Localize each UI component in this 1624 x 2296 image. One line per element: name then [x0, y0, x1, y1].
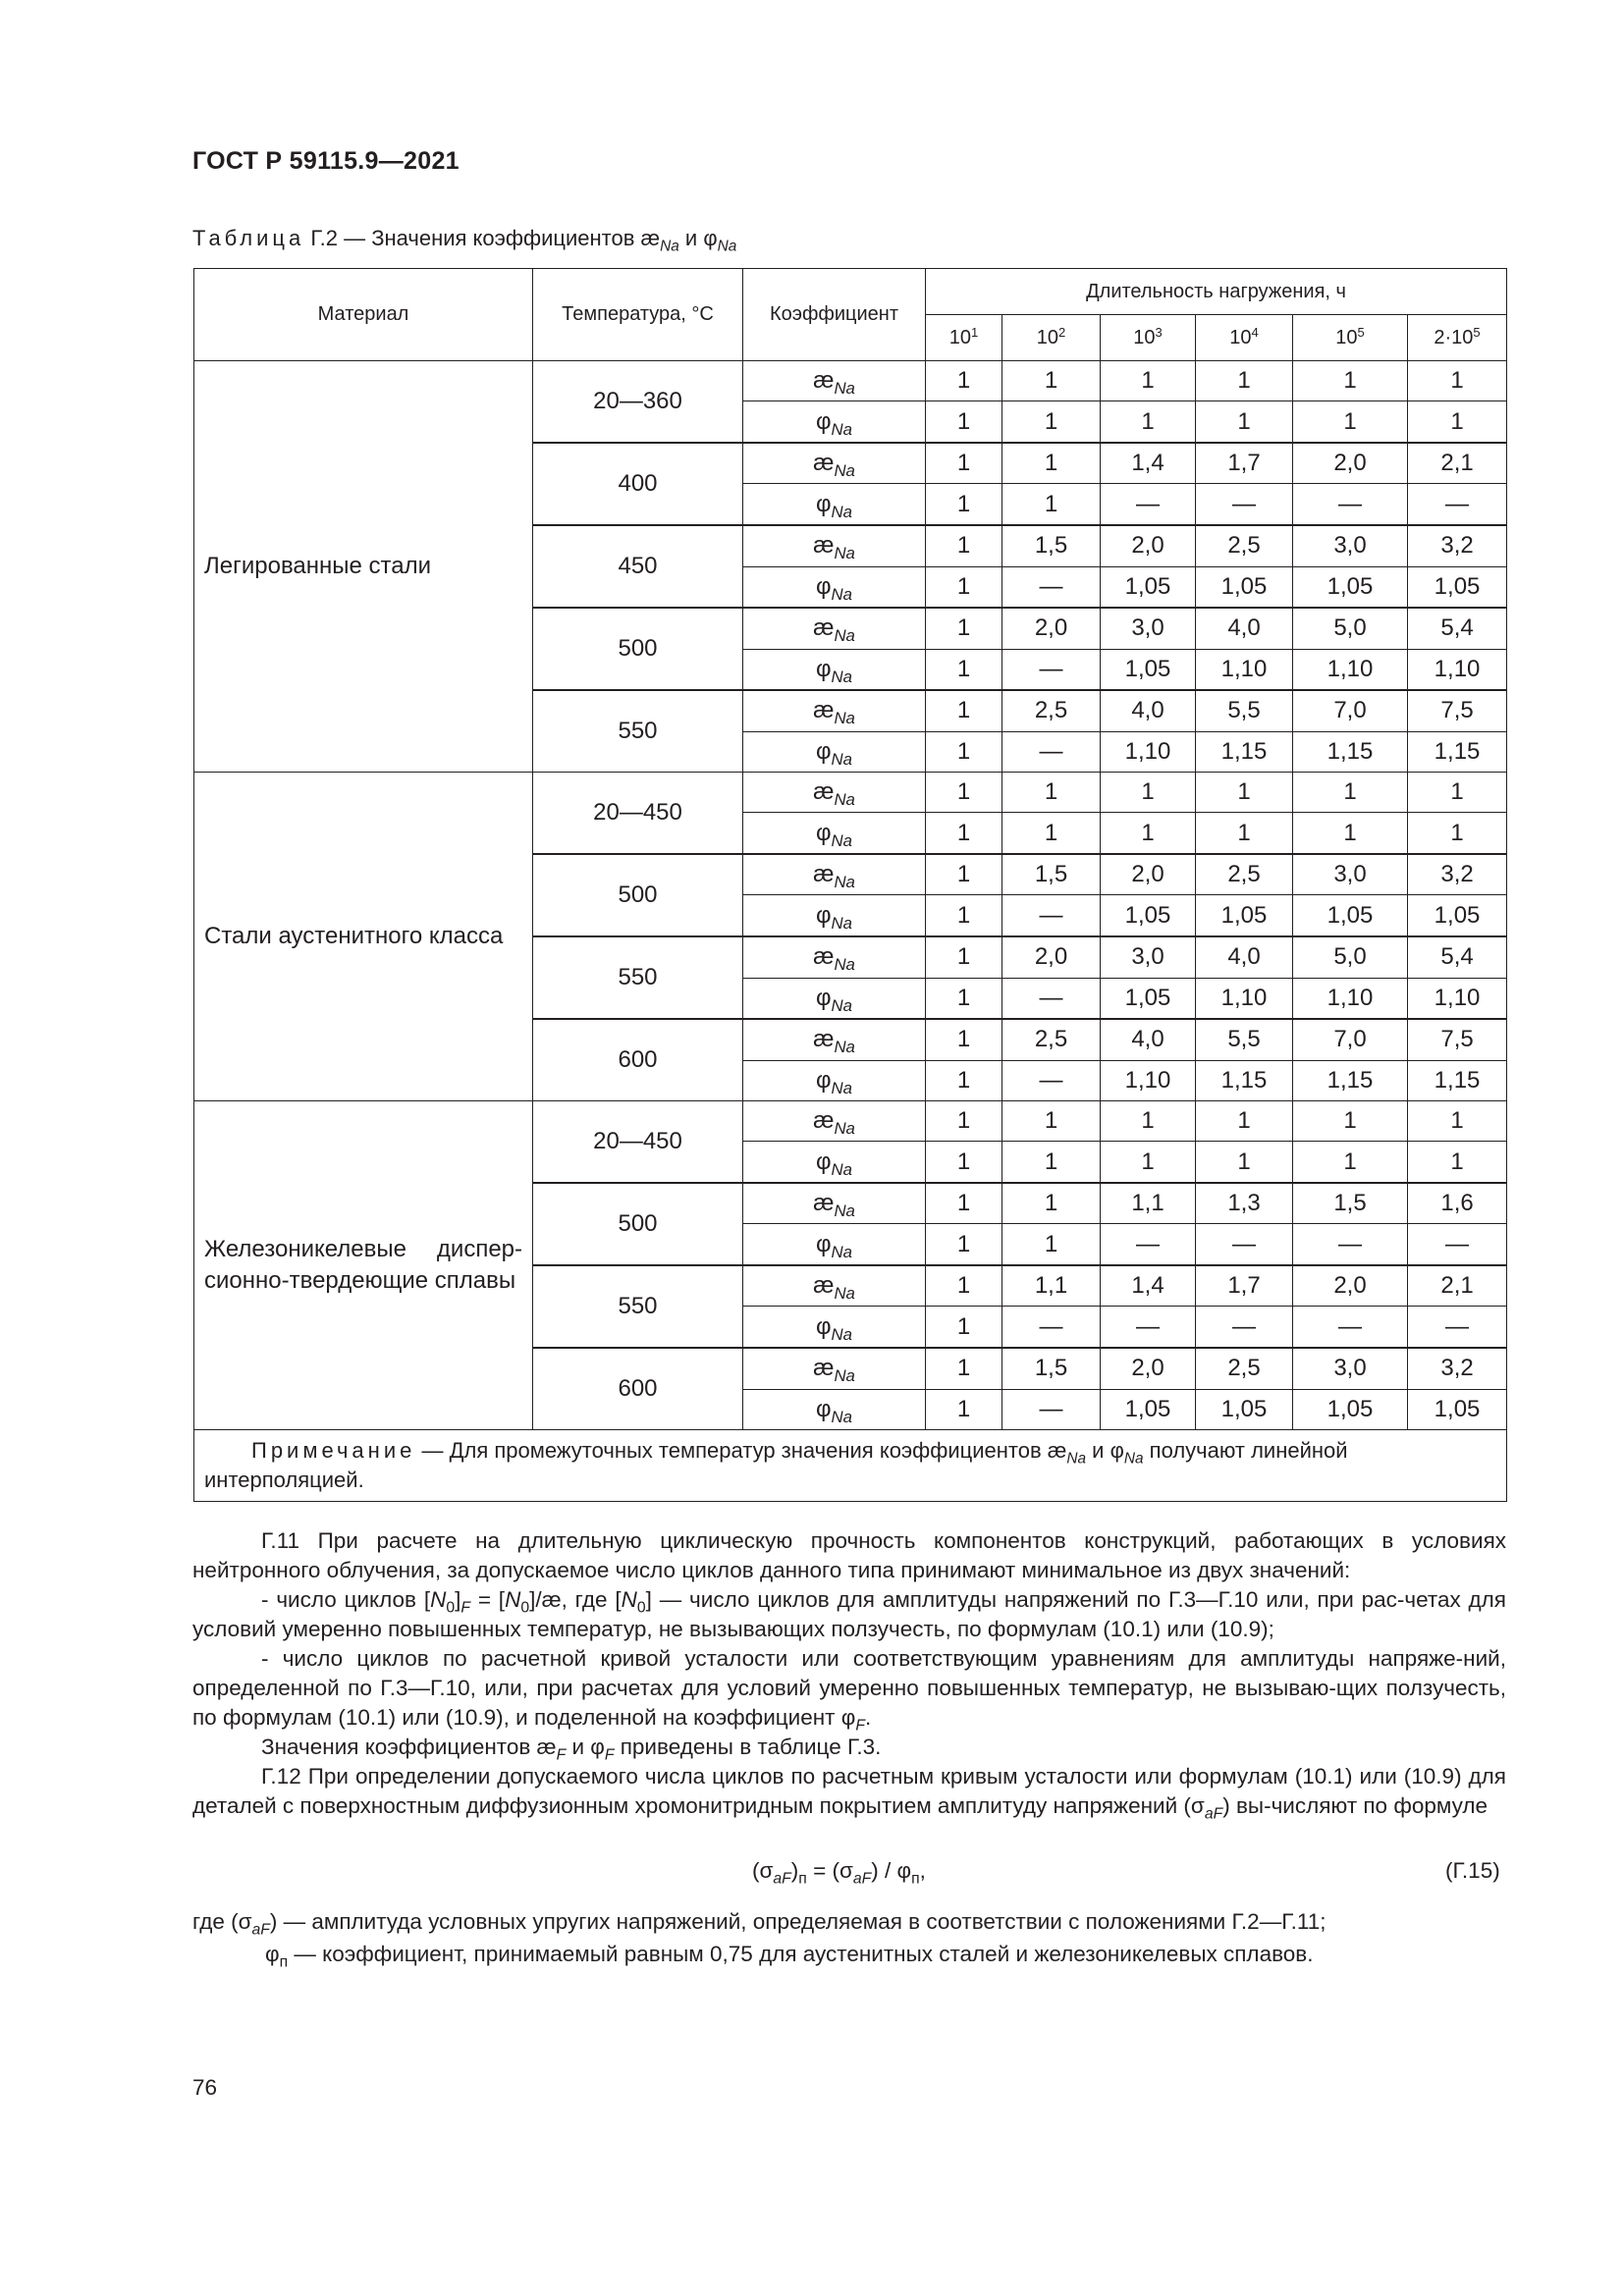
coefficient-ae: $æ_{Na}$ [743, 854, 926, 895]
coefficient-phi: $\varphi_{Na}$ [743, 813, 926, 854]
value-cell: 1,7 [1196, 443, 1293, 484]
value-cell: 1,5 [1293, 1183, 1408, 1224]
value-cell: 1,15 [1196, 731, 1293, 772]
table-row [194, 773, 1507, 813]
value-cell: 1 [926, 1142, 1002, 1183]
value-cell: 1,6 [1408, 1183, 1507, 1224]
value-cell: — [1293, 1307, 1408, 1348]
header-duration: Длительность нагружения, ч [926, 269, 1507, 315]
caption-and: и [684, 226, 698, 250]
coefficient-ae: $æ_{Na}$ [743, 608, 926, 649]
value-cell: 1 [1002, 443, 1101, 484]
value-cell: 2,5 [1196, 525, 1293, 566]
value-cell: 1 [926, 401, 1002, 443]
value-cell: 1,15 [1293, 1060, 1408, 1100]
temperature-cell: 20—450 [533, 773, 743, 854]
value-cell: 1 [926, 936, 1002, 978]
value-cell: 1,10 [1408, 649, 1507, 690]
value-cell: 1,10 [1408, 978, 1507, 1019]
header-duration-3: $10^3$ [1101, 315, 1196, 361]
value-cell: 3,0 [1101, 608, 1196, 649]
temperature-cell: 600 [533, 1348, 743, 1429]
value-cell: 1,05 [1101, 978, 1196, 1019]
value-cell: 5,4 [1408, 936, 1507, 978]
value-cell: 1,10 [1293, 649, 1408, 690]
value-cell: 1,5 [1002, 854, 1101, 895]
coefficient-phi: $\varphi_{Na}$ [743, 649, 926, 690]
value-cell: 1,05 [1196, 566, 1293, 608]
value-cell: 1,4 [1101, 443, 1196, 484]
coefficient-phi: $\varphi_{Na}$ [743, 978, 926, 1019]
value-cell: 1 [926, 443, 1002, 484]
coefficient-phi: $\varphi_{Na}$ [743, 566, 926, 608]
value-cell: 3,0 [1293, 1348, 1408, 1389]
caption-label: Таблица [192, 226, 305, 250]
value-cell: — [1408, 1224, 1507, 1265]
paragraph-coef-ref: Значения коэффициентов $æ_F$ и $\varphi_F$ приведены в таблице Г.3. [261, 1735, 882, 1764]
header-material: Материал [194, 269, 533, 361]
header-temperature: Температура, °С [533, 269, 743, 361]
value-cell: 1,10 [1101, 1060, 1196, 1100]
value-cell: — [1408, 1307, 1507, 1348]
temperature-cell: 550 [533, 936, 743, 1019]
value-cell: 1 [1196, 813, 1293, 854]
coefficients-table [193, 268, 1507, 1502]
where-line-2: $\varphi_п$ — коэффициент, принимаемый равным 0,75 для аустенитных сталей и железоникелевых сплавов. [265, 1942, 1314, 1971]
value-cell: 2,5 [1002, 1019, 1101, 1060]
value-cell: 1,10 [1196, 649, 1293, 690]
coefficient-phi: $\varphi_{Na}$ [743, 484, 926, 525]
value-cell: 3,0 [1293, 854, 1408, 895]
value-cell: 1 [926, 690, 1002, 731]
value-cell: — [1101, 484, 1196, 525]
formula-g15: $(\sigma_{aF})_п = (\sigma_{aF}) / \varphi_п$, [752, 1858, 926, 1888]
value-cell: 1 [926, 1183, 1002, 1224]
temperature-cell: 20—360 [533, 361, 743, 443]
value-cell: 1,05 [1408, 895, 1507, 936]
value-cell: 1 [926, 1060, 1002, 1100]
value-cell: 4,0 [1101, 1019, 1196, 1060]
coefficient-phi: $\varphi_{Na}$ [743, 1307, 926, 1348]
value-cell: 1 [1408, 813, 1507, 854]
value-cell: 1,10 [1293, 978, 1408, 1019]
paragraph-cycles-2: - число циклов по расчетной кривой усталости или соответствующим уравнениям для амплитуды напряже-ний, определенной по Г.3—Г.10, или, при расчетах для условий умеренно повышенных температур, не вызываю-щих ползучесть, по формулам (10.1) или (10.9), и поделенной на коэффициент $\varphi_F$. [192, 1646, 1506, 1735]
paragraph-g12: Г.12 При определении допускаемого числа циклов по расчетным кривым усталости или формулам (10.1) или (10.9) для деталей с поверхностным диффузионным хромонитридным покрытием амплитуду напряжений $(\sigma_{aF})$ вы-числяют по формуле [192, 1764, 1506, 1823]
paragraph-cycles-1: - число циклов $[N_0]_F$ = $[N_0]/æ$, где $[N_0]$ — число циклов для амплитуды напряжений по Г.3—Г.10 или, при рас-четах для условий умеренно повышенных температур, не вызывающих ползучесть, по формулам (10.1) или (10.9); [192, 1587, 1506, 1641]
coefficient-ae: $æ_{Na}$ [743, 1265, 926, 1307]
value-cell: 1 [926, 608, 1002, 649]
value-cell: 1 [1408, 773, 1507, 813]
value-cell: 7,0 [1293, 1019, 1408, 1060]
value-cell: 1,1 [1002, 1265, 1101, 1307]
value-cell: 1,05 [1101, 1389, 1196, 1429]
value-cell: 2,0 [1293, 443, 1408, 484]
value-cell: 1 [1196, 401, 1293, 443]
value-cell: — [1293, 484, 1408, 525]
value-cell: 1,05 [1196, 1389, 1293, 1429]
coefficient-phi: $\varphi_{Na}$ [743, 731, 926, 772]
value-cell: 1 [1101, 361, 1196, 401]
value-cell: 4,0 [1196, 608, 1293, 649]
value-cell: 3,0 [1101, 936, 1196, 978]
caption-number: Г.2 [310, 226, 338, 250]
value-cell: 1 [1101, 1100, 1196, 1141]
value-cell: 1,05 [1196, 895, 1293, 936]
value-cell: — [1002, 731, 1101, 772]
temperature-cell: 500 [533, 854, 743, 936]
value-cell: 1,15 [1293, 731, 1408, 772]
value-cell: 1 [926, 1265, 1002, 1307]
value-cell: 1 [926, 649, 1002, 690]
value-cell: 1 [926, 566, 1002, 608]
value-cell: 1,15 [1196, 1060, 1293, 1100]
value-cell: 1,4 [1101, 1265, 1196, 1307]
value-cell: 1 [926, 525, 1002, 566]
value-cell: 1 [926, 773, 1002, 813]
value-cell: 1 [1002, 361, 1101, 401]
coefficient-phi: $\varphi_{Na}$ [743, 1142, 926, 1183]
value-cell: 1 [926, 484, 1002, 525]
value-cell: 1 [926, 1019, 1002, 1060]
value-cell: — [1002, 649, 1101, 690]
value-cell: — [1196, 1224, 1293, 1265]
value-cell: 1 [1002, 484, 1101, 525]
value-cell: 2,0 [1101, 525, 1196, 566]
value-cell: — [1002, 566, 1101, 608]
value-cell: 2,0 [1101, 854, 1196, 895]
value-cell: 5,5 [1196, 690, 1293, 731]
value-cell: 1 [1002, 1100, 1101, 1141]
value-cell: 1 [1002, 773, 1101, 813]
value-cell: 2,1 [1408, 443, 1507, 484]
value-cell: — [1196, 484, 1293, 525]
value-cell: — [1101, 1307, 1196, 1348]
value-cell: 1,05 [1408, 566, 1507, 608]
coefficient-ae: $æ_{Na}$ [743, 361, 926, 401]
value-cell: 1 [926, 1348, 1002, 1389]
coefficient-phi: $\varphi_{Na}$ [743, 895, 926, 936]
header-duration-5: $10^5$ [1293, 315, 1408, 361]
table-note: Примечание — Для промежуточных температур значения коэффициентов $æ_{Na}$ и $\varphi_{Na}$ получают линейной интерполяцией. [194, 1430, 1507, 1502]
value-cell: 1 [926, 1389, 1002, 1429]
value-cell: 4,0 [1101, 690, 1196, 731]
value-cell: 5,4 [1408, 608, 1507, 649]
temperature-cell: 450 [533, 525, 743, 608]
value-cell: 1 [1293, 1100, 1408, 1141]
value-cell: 1 [1293, 361, 1408, 401]
table-caption: Таблица Г.2 — Значения коэффициентов $æ_{Na}$ и $\varphi_{Na}$ [192, 226, 737, 255]
value-cell: 1,5 [1002, 525, 1101, 566]
formula-number: (Г.15) [1445, 1858, 1500, 1883]
value-cell: 7,5 [1408, 1019, 1507, 1060]
value-cell: 1 [926, 978, 1002, 1019]
coefficient-ae: $æ_{Na}$ [743, 1019, 926, 1060]
value-cell: — [1196, 1307, 1293, 1348]
value-cell: 1 [926, 361, 1002, 401]
value-cell: 1,1 [1101, 1183, 1196, 1224]
temperature-cell: 600 [533, 1019, 743, 1100]
value-cell: 1,15 [1408, 1060, 1507, 1100]
material-cell: Железоникелевые диспер-сионно-твердеющие сплавы [194, 1100, 533, 1429]
value-cell: 1,5 [1002, 1348, 1101, 1389]
temperature-cell: 500 [533, 608, 743, 690]
value-cell: 1 [1196, 361, 1293, 401]
coefficient-ae: $æ_{Na}$ [743, 690, 926, 731]
value-cell: 1 [1002, 813, 1101, 854]
value-cell: 1 [926, 895, 1002, 936]
value-cell: 5,0 [1293, 608, 1408, 649]
value-cell: 1 [1101, 401, 1196, 443]
coefficient-ae: $æ_{Na}$ [743, 1348, 926, 1389]
value-cell: — [1002, 1307, 1101, 1348]
value-cell: 2,0 [1293, 1265, 1408, 1307]
value-cell: 1,15 [1408, 731, 1507, 772]
coefficient-ae: $æ_{Na}$ [743, 525, 926, 566]
value-cell: 3,2 [1408, 1348, 1507, 1389]
table-row [194, 361, 1507, 401]
value-cell: 1 [926, 731, 1002, 772]
header-duration-6: $2\cdot 10^5$ [1408, 315, 1507, 361]
coefficient-phi: $\varphi_{Na}$ [743, 401, 926, 443]
value-cell: 1,10 [1101, 731, 1196, 772]
value-cell: — [1101, 1224, 1196, 1265]
value-cell: 2,5 [1196, 854, 1293, 895]
value-cell: 1 [1101, 813, 1196, 854]
value-cell: 1,05 [1293, 1389, 1408, 1429]
value-cell: 2,5 [1002, 690, 1101, 731]
value-cell: 1 [1293, 1142, 1408, 1183]
value-cell: 1,7 [1196, 1265, 1293, 1307]
coefficient-ae: $æ_{Na}$ [743, 1100, 926, 1141]
value-cell: 1 [1408, 401, 1507, 443]
value-cell: 1 [1293, 401, 1408, 443]
value-cell: 4,0 [1196, 936, 1293, 978]
value-cell: 1 [1002, 1142, 1101, 1183]
value-cell: — [1002, 1389, 1101, 1429]
value-cell: 1 [1002, 1224, 1101, 1265]
header-coefficient: Коэффициент [743, 269, 926, 361]
value-cell: — [1002, 895, 1101, 936]
value-cell: 1 [1408, 1100, 1507, 1141]
value-cell: 1,05 [1101, 649, 1196, 690]
caption-phi: φ [703, 226, 718, 250]
value-cell: 1,05 [1408, 1389, 1507, 1429]
value-cell: 5,0 [1293, 936, 1408, 978]
value-cell: 1 [1408, 1142, 1507, 1183]
coefficient-phi: $\varphi_{Na}$ [743, 1224, 926, 1265]
temperature-cell: 400 [533, 443, 743, 525]
value-cell: 1 [926, 854, 1002, 895]
material-cell: Легированные стали [194, 361, 533, 773]
value-cell: 7,0 [1293, 690, 1408, 731]
value-cell: 2,0 [1002, 936, 1101, 978]
paragraph-g11: Г.11 При расчете на длительную циклическую прочность компонентов конструкций, работающих в условиях нейтронного облучения, за допускаемое число циклов данного типа принимают минимальное из двух значений: [192, 1528, 1506, 1582]
value-cell: 1 [1002, 1183, 1101, 1224]
value-cell: 5,5 [1196, 1019, 1293, 1060]
value-cell: — [1002, 1060, 1101, 1100]
value-cell: 7,5 [1408, 690, 1507, 731]
value-cell: 1,05 [1101, 566, 1196, 608]
caption-text: — Значения коэффициентов [344, 226, 635, 250]
temperature-cell: 550 [533, 1265, 743, 1348]
coefficient-phi: $\varphi_{Na}$ [743, 1389, 926, 1429]
coefficient-ae: $æ_{Na}$ [743, 936, 926, 978]
value-cell: 1,05 [1293, 566, 1408, 608]
coefficient-ae: $æ_{Na}$ [743, 773, 926, 813]
page-number: 76 [192, 2075, 218, 2100]
material-cell: Стали аустенитного класса [194, 773, 533, 1101]
header-duration-4: $10^4$ [1196, 315, 1293, 361]
value-cell: 1 [1196, 1100, 1293, 1141]
note-text-2: получают линейной интерполяцией. [204, 1438, 1348, 1492]
value-cell: 1,3 [1196, 1183, 1293, 1224]
value-cell: 1 [926, 813, 1002, 854]
note-label: Примечание [251, 1438, 416, 1463]
document-code: ГОСТ Р 59115.9—2021 [192, 147, 460, 175]
coefficient-ae: $æ_{Na}$ [743, 1183, 926, 1224]
note-text-1: — Для промежуточных температур значения коэффициентов [421, 1438, 1042, 1463]
value-cell: 1 [926, 1100, 1002, 1141]
temperature-cell: 20—450 [533, 1100, 743, 1182]
body-text [192, 1526, 1506, 1821]
value-cell: — [1408, 484, 1507, 525]
value-cell: 1 [1196, 1142, 1293, 1183]
value-cell: 3,0 [1293, 525, 1408, 566]
table-row [194, 1100, 1507, 1141]
value-cell: 1 [926, 1224, 1002, 1265]
value-cell: 3,2 [1408, 854, 1507, 895]
value-cell: 1 [1196, 773, 1293, 813]
value-cell: 1 [1293, 773, 1408, 813]
value-cell: 1,05 [1293, 895, 1408, 936]
value-cell: 1,05 [1101, 895, 1196, 936]
value-cell: 1 [1101, 773, 1196, 813]
value-cell: 2,5 [1196, 1348, 1293, 1389]
value-cell: 2,0 [1101, 1348, 1196, 1389]
value-cell: 1 [1408, 361, 1507, 401]
caption-ae: æ [640, 226, 661, 250]
value-cell: 1 [1293, 813, 1408, 854]
temperature-cell: 500 [533, 1183, 743, 1265]
value-cell: — [1293, 1224, 1408, 1265]
value-cell: 1 [1101, 1142, 1196, 1183]
value-cell: — [1002, 978, 1101, 1019]
value-cell: 2,0 [1002, 608, 1101, 649]
coefficient-ae: $æ_{Na}$ [743, 443, 926, 484]
header-duration-1: $10^1$ [926, 315, 1002, 361]
value-cell: 1,10 [1196, 978, 1293, 1019]
value-cell: 1 [926, 1307, 1002, 1348]
value-cell: 3,2 [1408, 525, 1507, 566]
where-line-1: где $(\sigma_{aF})$ — амплитуда условных упругих напряжений, определяемая в соответствии с положениями Г.2—Г.11; [192, 1909, 1326, 1939]
value-cell: 2,1 [1408, 1265, 1507, 1307]
temperature-cell: 550 [533, 690, 743, 772]
coefficient-phi: $\varphi_{Na}$ [743, 1060, 926, 1100]
header-duration-2: $10^2$ [1002, 315, 1101, 361]
value-cell: 1 [1002, 401, 1101, 443]
